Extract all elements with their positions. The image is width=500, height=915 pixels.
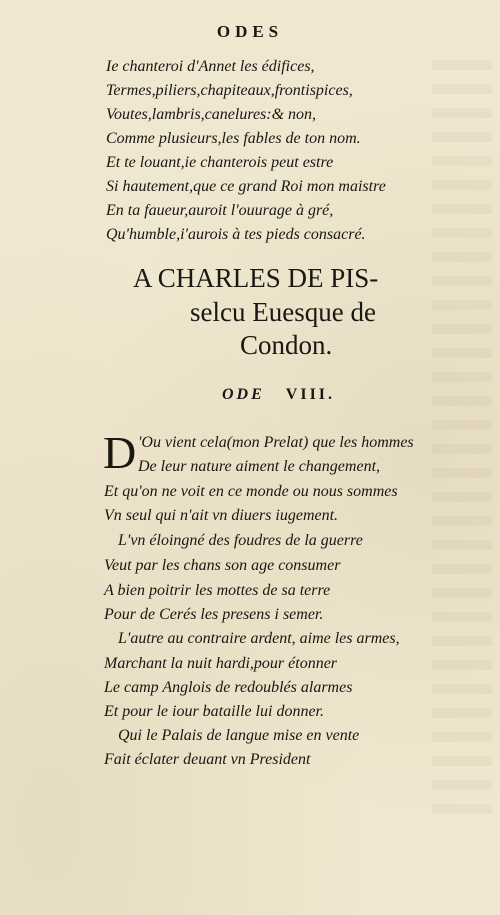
verse-line: Ie chanteroi d'Annet les édifices, [106, 58, 315, 75]
verse-line: Voutes,lambris,canelures:& non, [106, 106, 317, 123]
verse-line: Et qu'on ne voit en ce monde ou nous sommes [104, 483, 398, 500]
verse-line: Termes,piliers,chapiteaux,frontispices, [106, 82, 353, 99]
verse-line: Fait éclater deuant vn President [104, 751, 311, 768]
ode-word: ODE [222, 386, 265, 403]
verse-line: Et pour le iour bataille lui donner. [104, 703, 324, 720]
verse-line: A bien poitrir les mottes de sa terre [104, 582, 331, 599]
ode-number: VIII. [285, 386, 336, 403]
verse-line: En ta faueur,auroit l'ouurage à gré, [106, 202, 334, 219]
heading-line-3: Condon. [240, 330, 333, 360]
verse-line: Vn seul qui n'ait vn diuers iugement. [104, 507, 339, 524]
verse-line: Veut par les chans son age consumer [104, 557, 341, 574]
show-through-text [432, 60, 492, 820]
verse-line: L'autre au contraire ardent, aime les armes, [118, 630, 400, 647]
heading-line-1: A CHARLES DE PIS- [133, 263, 379, 293]
running-head: ODES [216, 22, 284, 41]
verse-line: Et te louant,ie chanterois peut estre [106, 154, 334, 171]
ode-label [222, 386, 335, 404]
drop-cap: D [103, 427, 137, 478]
verse-line: De leur nature aiment le changement, [138, 458, 381, 475]
verse-line: Si hautement,que ce grand Roi mon maistre [106, 178, 386, 195]
verse-line: Marchant la nuit hardi,pour étonner [104, 655, 338, 672]
verse-line: Qu'humble,i'aurois à tes pieds consacré. [106, 226, 366, 243]
verse-line: Le camp Anglois de redoublés alarmes [104, 679, 353, 696]
verse-line: Comme plusieurs,les fables de ton nom. [106, 130, 361, 147]
heading-line-2: selcu Euesque de [190, 297, 376, 327]
verse-line: L'vn éloingné des foudres de la guerre [118, 532, 363, 549]
verse-line: Pour de Cerés les presens i semer. [104, 606, 324, 623]
verse-line: Qui le Palais de langue mise en vente [118, 727, 360, 744]
verse-line: 'Ou vient cela(mon Prelat) que les hommes [138, 434, 414, 451]
